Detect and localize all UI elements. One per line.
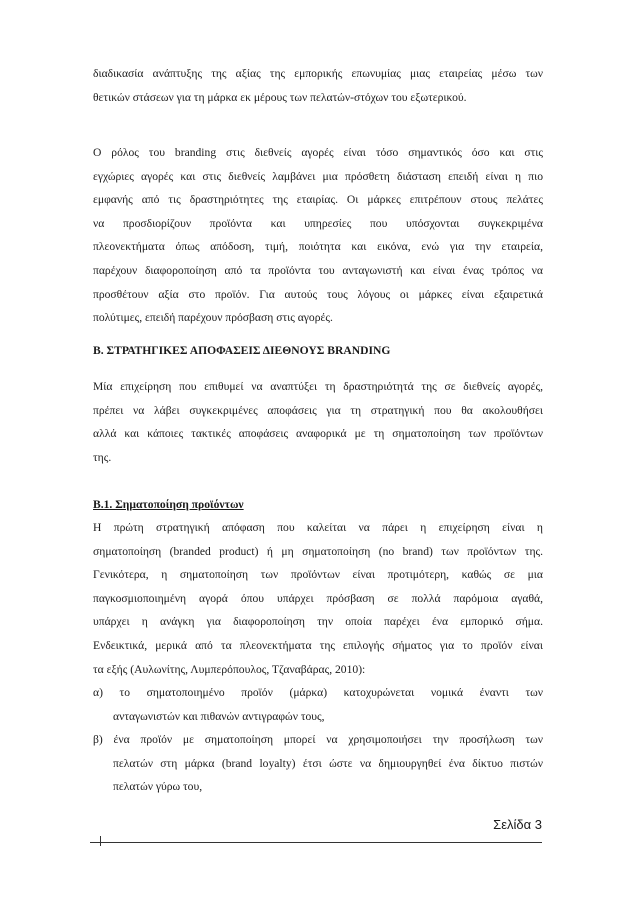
text-line: θετικών στάσεων για τη μάρκα εκ μέρους των πελατών-στόχων του εξωτερικού.	[93, 90, 467, 104]
text-line: αλλά και κάποιες τακτικές αποφάσεις αναφορικά με τη σηματοποίηση των προϊόντων	[93, 427, 543, 441]
text-line: εγχώριες αγορές και στις διεθνείς λαμβάνει μια πρόσθετη διάσταση επειδή είναι η πιο	[93, 169, 543, 183]
text-line: σηματοποίηση (branded product) ή μη σηματοποίηση (no brand) των προϊόντων της.	[93, 544, 543, 558]
text-line: β) ένα προϊόν με σηματοποίηση μπορεί να χρησιμοποιήσει την προσήλωση των	[93, 733, 543, 746]
text-line: πλεονεκτήματα όπως απόδοση, τιμή, ποιότητα και εικόνα, ενώ για την εταιρεία,	[93, 240, 543, 254]
paragraph-branding-role	[93, 141, 543, 330]
paragraph-branding-decision	[93, 516, 543, 681]
text-line: Μία επιχείρηση που επιθυμεί να αναπτύξει τη δραστηριότητά της σε διεθνείς αγορές,	[93, 380, 543, 393]
text-line: πολύτιμες, επειδή παρέχουν πρόσβαση στις αγορές.	[93, 311, 333, 325]
text-line: να προσδιορίζουν προϊόντα και υπηρεσίες που υπόσχονται συγκεκριμένα	[93, 216, 543, 230]
section-heading-b: Β. ΣΤΡΑΤΗΓΙΚΕΣ ΑΠΟΦΑΣΕΙΣ ΔΙΕΘΝΟΥΣ BRANDING	[93, 344, 391, 357]
text-line: παγκοσμιοποιημένη αγορά όπου υπάρχει πρόσβαση σε πολλά παρόμοια αγαθά,	[93, 591, 543, 605]
list-item-a	[93, 681, 543, 728]
text-line: Η πρώτη στρατηγική απόφαση που καλείται να πάρει η επιχείρηση είναι η	[93, 521, 543, 534]
text-line: προσθέτουν αξία στο προϊόν. Για αυτούς τους λόγους οι μάρκες είναι εξαιρετικά	[93, 287, 543, 301]
subsection-heading-b1: Β.1. Σηματοποίηση προϊόντων	[93, 498, 244, 511]
text-line: της.	[93, 450, 112, 464]
text-line: διαδικασία ανάπτυξης της αξίας της εμπορικής επωνυμίας μιας εταιρείας μέσω των	[93, 67, 543, 80]
page-number: Σελίδα 3	[493, 817, 542, 832]
text-line: πρέπει να λάβει συγκεκριμένες αποφάσεις για τη στρατηγική που θα ακολουθήσει	[93, 403, 543, 417]
text-line: Γενικότερα, η σηματοποίηση των προϊόντων είναι προτιμότερη, καθώς σε μια	[93, 568, 543, 582]
text-line: πελατών στη μάρκα (brand loyalty) έτσι ώστε να δημιουργηθεί ένα δίκτυο πιστών	[113, 756, 543, 770]
text-line: α) το σηματοποιημένο προϊόν (μάρκα) κατοχυρώνεται νομικά έναντι των	[93, 686, 543, 699]
text-line: Ο ρόλος του branding στις διεθνείς αγορές είναι τόσο σημαντικός όσο και στις	[93, 146, 543, 159]
text-line: πελατών γύρω του,	[113, 780, 203, 794]
paragraph-intro	[93, 62, 543, 109]
text-line: ανταγωνιστών και πιθανών αντιγραφών τους,	[113, 709, 325, 723]
text-line: υπάρχει η ανάγκη για διαφοροποίηση την οποία παρέχει ένα εμπορικό σήμα.	[93, 615, 543, 629]
paragraph-strategy	[93, 375, 543, 469]
text-line: Ενδεικτικά, μερικά από τα πλεονεκτήματα της επιλογής σήματος για το προϊόν είναι	[93, 638, 543, 652]
footer-rule	[90, 842, 542, 843]
footer-tick-mark	[100, 836, 101, 846]
text-line: εμφανής από τις δραστηριότητες της εταιρίας. Οι μάρκες επιτρέπουν στους πελάτες	[93, 193, 543, 207]
list-item-b	[93, 728, 543, 799]
text-line: τα εξής (Αυλωνίτης, Λυμπερόπουλος, Τζαναβάρας, 2010):	[93, 662, 366, 676]
text-line: παρέχουν διαφοροποίηση από τα προϊόντα του ανταγωνιστή και είναι ένας τρόπος να	[93, 263, 543, 277]
